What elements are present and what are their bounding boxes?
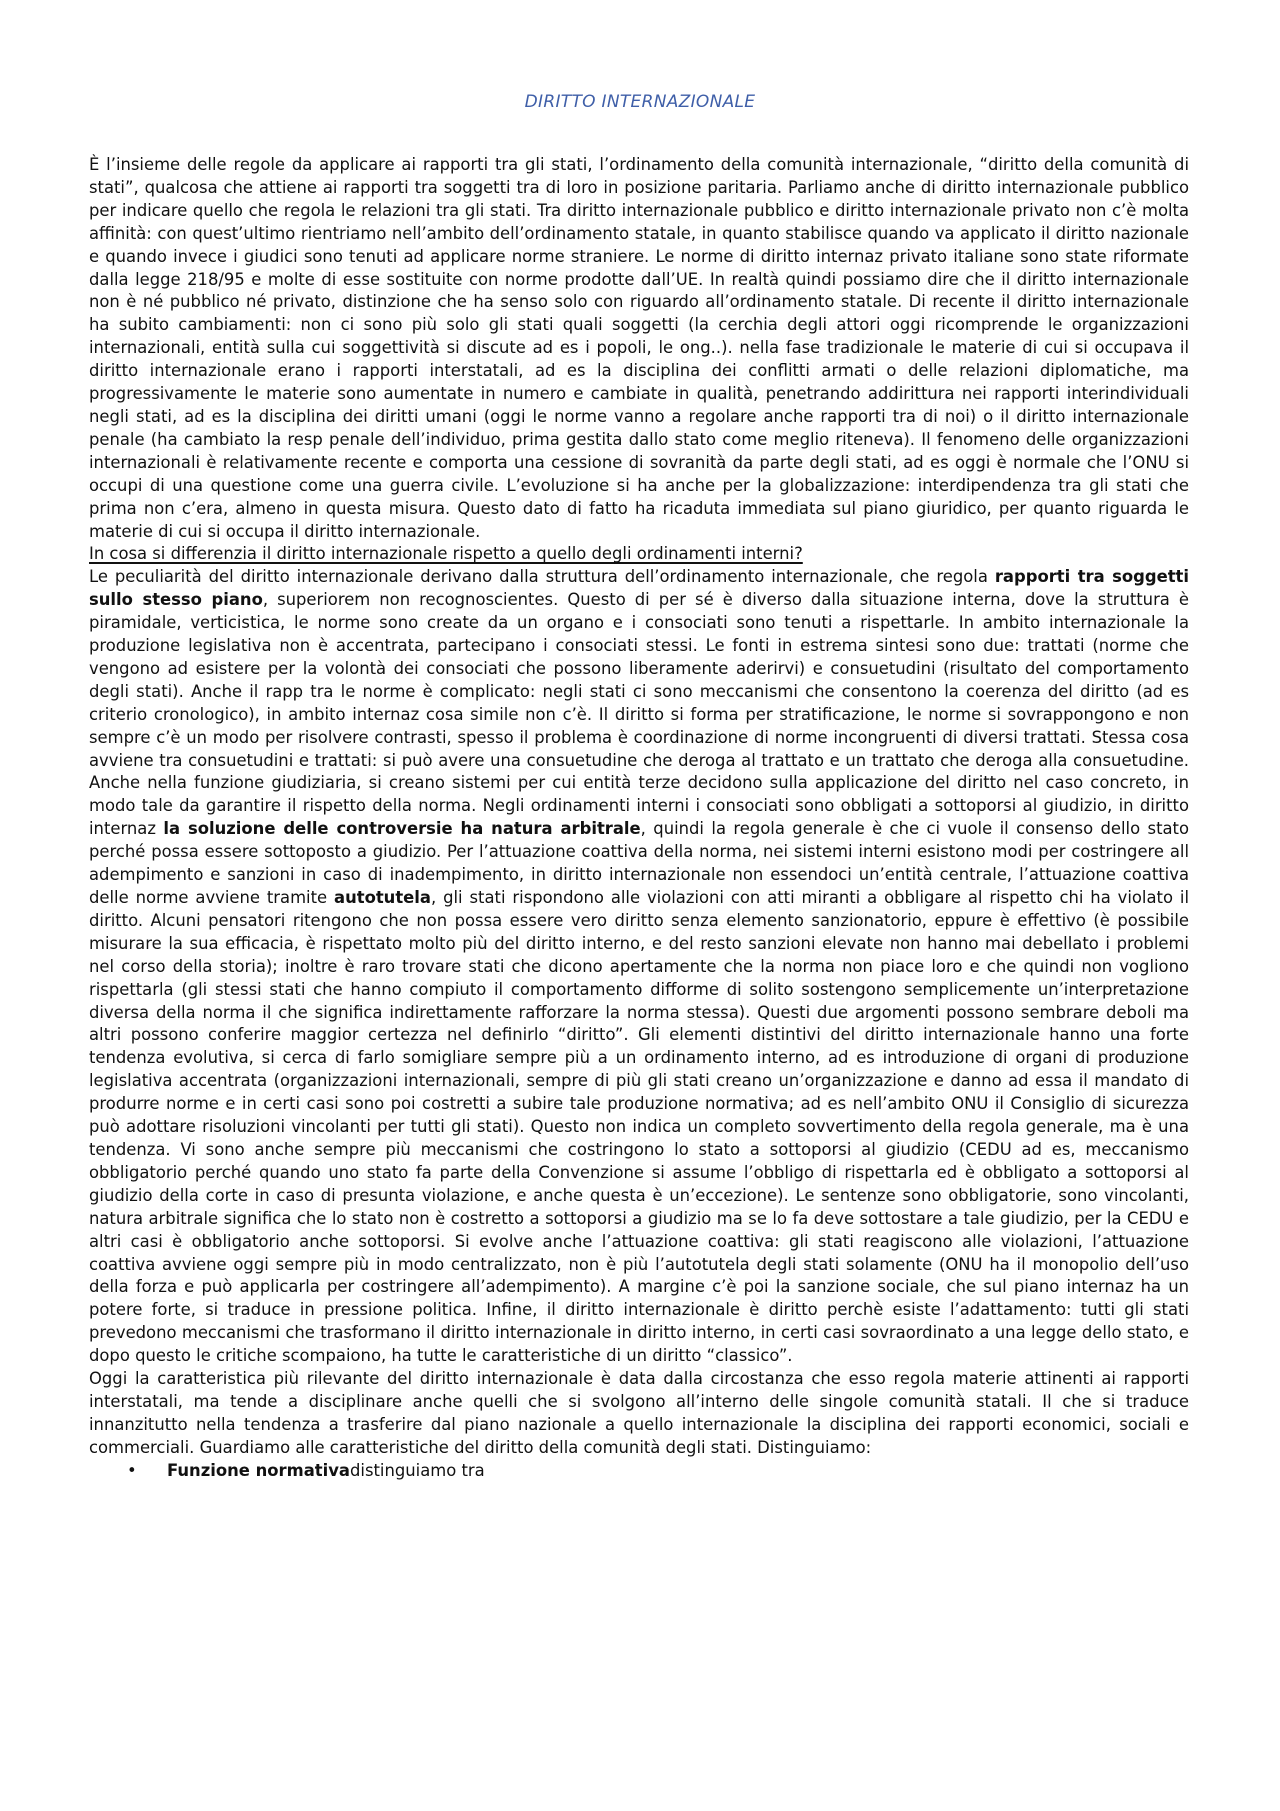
bullet-label: distinguiamo tra (349, 1460, 485, 1480)
bullet-item-funzione-normativa (89, 1460, 1189, 1483)
question-heading (89, 543, 1189, 566)
characteristics-paragraph: Oggi la caratteristica più rilevante del diritto internazionale è data dalla circostanza che esso regola materie attinenti ai rapporti interstatali, ma tende a disciplinare anche quelli che si svolgono all’interno delle singole comunità statali. Il che si traduce innanzitutto nella tendenza a trasferire dal piano nazionale a quello internazionale la disciplina dei rapporti economici, sociali e commerciali. Guardiamo alle caratteristiche del diritto della comunità degli stati. Distinguiamo: (89, 1369, 1189, 1457)
p2-text-c: , superiorem non recognoscientes. Questo di per sé è diverso dalla situazione interna, dove la struttura è piramidale, verticistica, le norme sono create da un organo e i consociati sono tenuti a rispettarle. In ambito internazionale la produzione legislativa non è accentrata, partecipano i consociati stessi. Le fonti in estrema sintesi sono due: trattati (norme che vengono ad esistere per la volontà dei consociati che possono liberamente aderirvi) e consuetudini (risultato del comportamento degli stati). Anche il rapp tra le norme è complicato: negli stati ci sono meccanismi che consentono la coerenza del diritto (ad es criterio cronologico), in ambito internaz cosa simile non c’è. Il diritto si forma per stratificazione, le norme si sovrappongono e non sempre c’è un modo per risolvere contrasti, spesso il problema è coordinazione di norme incongruenti di diversi trattati. Stessa cosa avviene tra consuetudini e trattati: si può avere una consuetudine che deroga al trattato e un trattato che deroga alla consuetudine. Anche nella funzione giudiziaria, si creano sistemi per cui entità terze decidono sulla applicazione del diritto nel caso concreto, in modo tale da garantire il rispetto della norma. Negli ordinamenti interni i consociati sono obbligati a sottoporsi al giudizio, in diritto internaz (89, 590, 1189, 839)
p2-text-a: Le peculiarità del diritto internazionale derivano dalla struttura dell’ordinamento internazionale, che regola (89, 567, 995, 587)
bullet-bold-label: Funzione normativa (167, 1460, 350, 1480)
peculiarities-paragraph (89, 566, 1189, 1368)
p2-text-e: , gli stati rispondono alle violazioni con atti miranti a obbligare al rispetto chi ha violato il diritto. Alcuni pensatori ritengono che non possa essere vero diritto senza elemento sanzionatorio, eppure è effettivo (è possibile misurare la sua efficacia, è rispettato molto più del diritto interno, e del resto sanzioni elevate non hanno mai debellato i problemi nel corso della storia); inoltre è raro trovare stati che dicono apertamente che la norma non piace loro e che quindi non vogliono rispettarla (gli stessi stati che hanno compiuto il comportamento difforme di solito sostengono semplicemente un’interpretazione diversa della norma il che significa indirettamente rafforzare la norma stessa). Questi due argomenti possono sembrare deboli ma altri possono conferire maggior certezza nel definirlo “diritto”. Gli elementi distintivi del diritto internazionale hanno una forte tendenza evolutiva, si cerca di farlo somigliare sempre più a un ordinamento interno, ad es introduzione di organi di produzione legislativa accentrata (organizzazioni internazionali, sempre di più gli stati creano un’organizzazione e danno ad essa il mandato di produrre norme e in certi casi sono poi costretti a subire tale produzione normativa; ad es nell’ambito ONU il Consiglio di sicurezza può adottare risoluzioni vincolanti per tutti gli stati). Questo non indica un completo sovvertimento della regola generale, ma è una tendenza. Vi sono anche sempre più meccanismi che costringono lo stato a sottoporsi al giudizio (CEDU ad es, meccanismo obbligatorio perché quando uno stato fa parte della Convenzione si assume l’obbligo di rispettarla ed è obbligato a sottoporsi al giudizio della corte in caso di presunta violazione, e anche questa è un’eccezione). Le sentenze sono obbligatorie, sono vincolanti, natura arbitrale significa che lo stato non è costretto a sottoporsi a giudizio ma se lo fa deve sottostare a tale giudizio, per la CEDU e altri casi è obbligatorio anche sottoporsi. Si evolve anche l’attuazione coattiva: gli stati reagiscono alle violazioni, l’attuazione coattiva avviene oggi sempre più in modo centralizzato, non è più l’autotutela degli stati solamente (ONU ha il monopolio dell’uso della forza e può applicarla per costringere all’adempimento). A margine c’è poi la sanzione sociale, che sul piano internaz ha un potere forte, si traduce in pressione politica. Infine, il diritto internazionale è diritto perchè esiste l’adattamento: tutti gli stati prevedono meccanismi che trasformano il diritto internazionale in diritto interno, in certi casi sovraordinato a una legge dello stato, e dopo questo le critiche scompaiono, ha tutte le caratteristiche di un diritto “classico”. (89, 888, 1189, 1366)
p2-text-d: , quindi la regola generale è che ci vuole il consenso dello stato perché possa essere sottoposto a giudizio. Per l’attuazione coattiva della norma, nei sistemi interni esistono modi per costringere all adempimento e sanzioni in caso di inadempimento, in diritto internazionale non essendoci un’entità centrale, l’attuazione coattiva delle norme avviene tramite (89, 819, 1189, 907)
question-text: In cosa si differenzia il diritto internazionale rispetto a quello degli ordinamenti interni? (89, 544, 803, 564)
bold-phrase-controversie: la soluzione delle controversie ha natura arbitrale (163, 819, 641, 839)
intro-paragraph: È l’insieme delle regole da applicare ai rapporti tra gli stati, l’ordinamento della comunità internazionale, “diritto della comunità di stati”, qualcosa che attiene ai rapporti tra soggetti tra di loro in posizione paritaria. Parliamo anche di diritto internazionale pubblico per indicare quello che regola le relazioni tra gli stati. Tra diritto internazionale pubblico e diritto internazionale privato non c’è molta affinità: con quest’ultimo rientriamo nell’ambito dell’ordinamento statale, in quanto stabilisce quando va applicato il diritto nazionale e quando invece i giudici sono tenuti ad applicare norme straniere. Le norme di diritto internaz privato italiane sono state riformate dalla legge 218/95 e molte di esse sostituite con norme prodotte dall’UE. In realtà quindi possiamo dire che il diritto internazionale non è né pubblico né privato, distinzione che ha senso solo con riguardo all’ordinamento statale. Di recente il diritto internazionale ha subito cambiamenti: non ci sono più solo gli stati quali soggetti (la cerchia degli attori oggi ricomprende le organizzazioni internazionali, entità sulla cui soggettività si discute ad es i popoli, le ong..). nella fase tradizionale le materie di cui si occupava il diritto internazionale erano i rapporti interstatali, ad es la disciplina dei conflitti armati o delle relazioni diplomatiche, ma progressivamente le materie sono aumentate in numero e cambiate in qualità, penetrando addirittura nei rapporti interindividuali negli stati, ad es la disciplina dei diritti umani (oggi le norme vanno a regolare anche rapporti tra di noi) o il diritto internazionale penale (ha cambiato la resp penale dell’individuo, prima gestita dallo stato come meglio riteneva). Il fenomeno delle organizzazioni internazionali è relativamente recente e comporta una cessione di sovranità da parte degli stati, ad es oggi è normale che l’ONU si occupi di una questione come una guerra civile. L’evoluzione si ha anche per la globalizzazione: interdipendenza tra gli stati che prima non c’era, almeno in questa misura. Questo dato di fatto ha ricaduta immediata sul piano giuridico, per quanto riguarda le materie di cui si occupa il diritto internazionale. (89, 155, 1189, 541)
document-body (89, 154, 1189, 1483)
bold-phrase-rapporti: rapporti tra soggetti sullo stesso piano (89, 567, 1189, 610)
bullet-dot-icon: • (127, 1460, 137, 1480)
document-title: DIRITTO INTERNAZIONALE (524, 92, 756, 112)
bold-phrase-autotutela: autotutela (334, 888, 431, 907)
